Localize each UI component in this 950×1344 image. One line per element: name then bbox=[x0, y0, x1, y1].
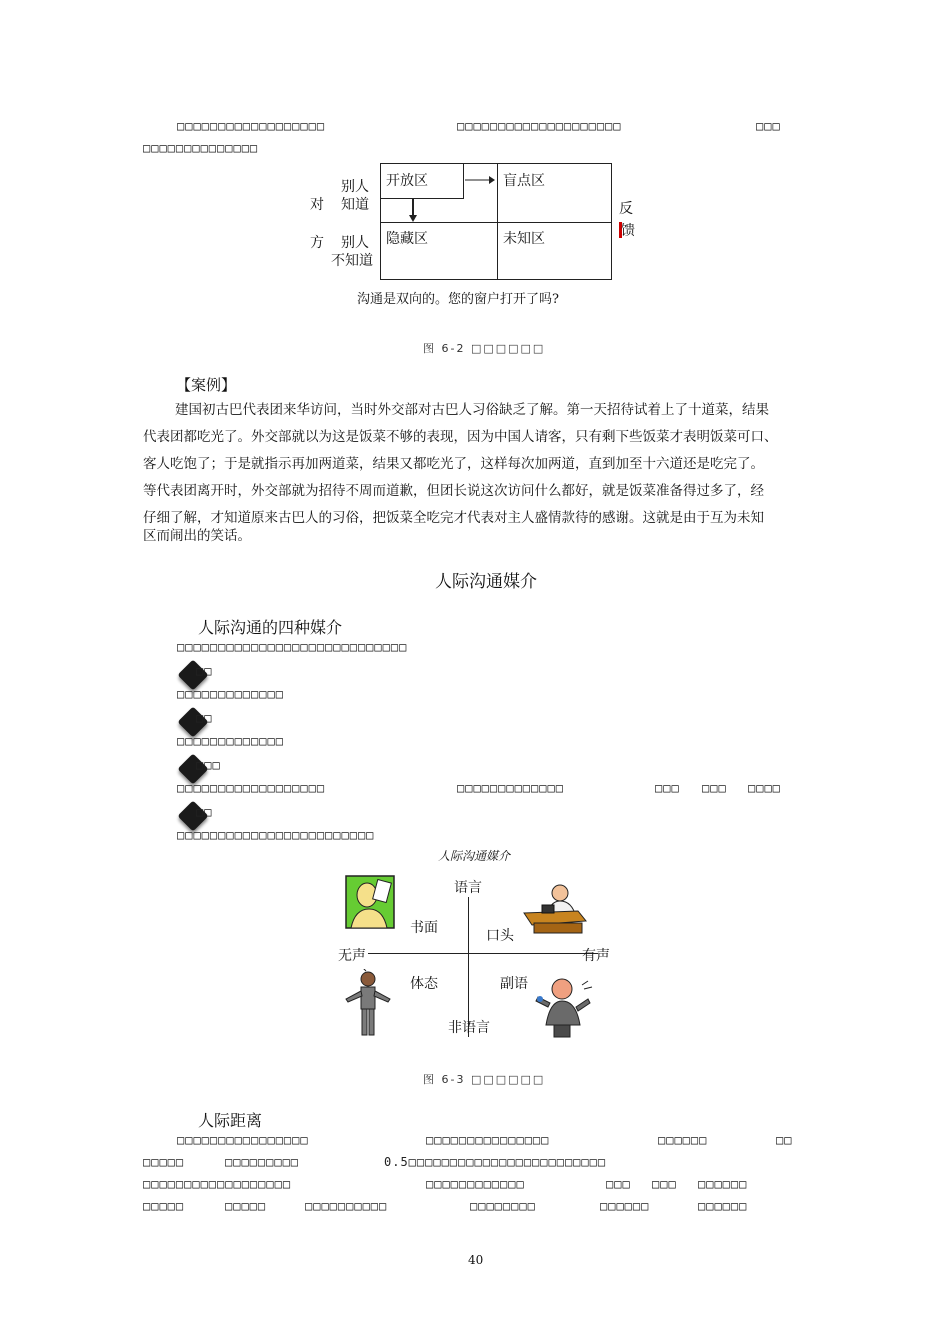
media-item-2-label: □□ bbox=[196, 711, 213, 725]
case-line-1: 建国初古巴代表团来华访问，当时外交部对古巴人习俗缺乏了解。第一天招待试着上了十道菜，结果 bbox=[175, 402, 769, 418]
media-intro: □□□□□□□□□□□□□□□□□□□□□□□□□□□□ bbox=[177, 640, 408, 654]
gesturing-man-icon bbox=[342, 969, 394, 1039]
row-label-not-know-1: 别人 bbox=[341, 235, 369, 251]
distance-line-4-d: □□□□□□□□ bbox=[470, 1199, 536, 1213]
quadrant-open: 开放区 bbox=[386, 173, 428, 189]
distance-line-3-c: □□□ bbox=[606, 1177, 631, 1191]
distance-line-1-d: □□ bbox=[776, 1133, 793, 1147]
distance-line-1-a: □□□□□□□□□□□□□□□□ bbox=[177, 1133, 309, 1147]
reading-person-icon bbox=[345, 875, 395, 929]
media-item-2-text: □□□□□□□□□□□□□ bbox=[177, 734, 284, 748]
side-label-kui: 馈 bbox=[621, 223, 635, 239]
distance-line-2-a: □□□□□ bbox=[143, 1155, 185, 1169]
johari-caption: 沟通是双向的。您的窗户打开了吗? bbox=[357, 292, 559, 307]
side-label-dui: 对 bbox=[310, 197, 324, 213]
media-item-3-text-b: □□□□□□□□□□□□□ bbox=[457, 781, 564, 795]
quadrant-blind: 盲点区 bbox=[503, 173, 545, 189]
quadrant-written: 书面 bbox=[410, 920, 438, 936]
distance-line-1-c: □□□□□□ bbox=[658, 1133, 708, 1147]
top-line-1-a: □□□□□□□□□□□□□□□□□□ bbox=[177, 119, 326, 133]
top-line-1-b: □□□□□□□□□□□□□□□□□□□□ bbox=[457, 119, 622, 133]
distance-line-3-d: □□□ bbox=[652, 1177, 677, 1191]
row-label-know-2: 知道 bbox=[341, 197, 369, 213]
side-label-fan: 反 bbox=[619, 201, 633, 217]
distance-line-4-b: □□□□□ bbox=[225, 1199, 267, 1213]
media-item-3-text-d: □□□ bbox=[702, 781, 727, 795]
case-line-6: 区而闹出的笑话。 bbox=[143, 528, 251, 544]
side-label-fang: 方 bbox=[310, 235, 324, 251]
distance-line-3-e: □□□□□□ bbox=[698, 1177, 748, 1191]
media-item-3-text-e: □□□□ bbox=[748, 781, 781, 795]
arrow-down-icon bbox=[407, 199, 419, 223]
axis-left-label: 无声 bbox=[338, 948, 366, 964]
section-title: 人际沟通媒介 bbox=[435, 572, 537, 592]
row-label-not-know-2: 不知道 bbox=[331, 253, 373, 269]
case-line-3: 客人吃饱了；于是就指示再加两道菜，结果又都吃光了，这样每次加两道，直到加至十六道还是吃完了。 bbox=[143, 456, 764, 472]
axis-top-label: 语言 bbox=[454, 880, 482, 896]
media-item-3-text-a: □□□□□□□□□□□□□□□□□□ bbox=[177, 781, 326, 795]
distance-line-4-e: □□□□□□ bbox=[600, 1199, 650, 1213]
media-subtitle: 人际沟通的四种媒介 bbox=[198, 618, 343, 637]
case-title: 【案例】 bbox=[176, 376, 237, 394]
distance-line-4-c: □□□□□□□□□□ bbox=[305, 1199, 388, 1213]
media-item-4-label: □□ bbox=[196, 805, 213, 819]
shouting-man-icon bbox=[530, 975, 594, 1039]
distance-line-4-a: □□□□□ bbox=[143, 1199, 185, 1213]
media-item-1-label: □□ bbox=[196, 664, 213, 678]
media-item-3-text-c: □□□ bbox=[655, 781, 680, 795]
media-item-1-text: □□□□□□□□□□□□□ bbox=[177, 687, 284, 701]
quadrant-unknown: 未知区 bbox=[503, 231, 545, 247]
case-line-2: 代表团都吃光了。外交部就以为这是饭菜不够的表现，因为中国人请客，只有剩下些饭菜才表明饭菜可口、 bbox=[143, 429, 778, 445]
page-number: 40 bbox=[468, 1253, 484, 1267]
distance-line-2-c: 0.5□□□□□□□□□□□□□□□□□□□□□□□□ bbox=[384, 1155, 607, 1169]
distance-line-3-a: □□□□□□□□□□□□□□□□□□ bbox=[143, 1177, 292, 1191]
distance-line-4-f: □□□□□□ bbox=[698, 1199, 748, 1213]
case-line-5: 仔细了解，才知道原来古巴人的习俗，把饭菜全吃完才代表对主人盛情款待的感谢。这就是由于互为未知 bbox=[143, 510, 764, 526]
row-label-know-1: 别人 bbox=[341, 179, 369, 195]
distance-title: 人际距离 bbox=[198, 1111, 263, 1130]
quadrant-hidden: 隐藏区 bbox=[386, 231, 428, 247]
arrow-right-icon bbox=[465, 174, 495, 186]
figure-6-3-caption: 图 6-3 □□□□□□ bbox=[423, 1073, 546, 1086]
quadrant-body: 体态 bbox=[410, 976, 438, 992]
johari-window-figure bbox=[305, 160, 645, 310]
top-line-2: □□□□□□□□□□□□□□ bbox=[143, 141, 259, 155]
distance-line-3-b: □□□□□□□□□□□□ bbox=[426, 1177, 525, 1191]
case-line-4: 等代表团离开时，外交部就为招待不周而道歉，但团长说这次访问什么都好，就是饭菜准备得过多了，经 bbox=[143, 483, 764, 499]
media-diagram-title: 人际沟通媒介 bbox=[438, 849, 511, 863]
distance-line-1-b: □□□□□□□□□□□□□□□ bbox=[426, 1133, 550, 1147]
axis-bottom-label: 非语言 bbox=[448, 1020, 490, 1036]
figure-6-2-caption: 图 6-2 □□□□□□ bbox=[423, 342, 546, 355]
quadrant-oral: 口头 bbox=[486, 928, 514, 944]
top-line-1-c: □□□ bbox=[756, 119, 781, 133]
media-item-4-text: □□□□□□□□□□□□□□□□□□□□□□□□ bbox=[177, 828, 375, 842]
media-item-3-label: □□□ bbox=[196, 758, 221, 772]
telephone-person-icon bbox=[520, 881, 588, 937]
horizontal-axis bbox=[368, 953, 598, 954]
media-diagram bbox=[330, 845, 630, 1045]
johari-grid bbox=[380, 163, 612, 280]
quadrant-paralanguage: 副语 bbox=[500, 976, 528, 992]
axis-right-label: 有声 bbox=[582, 948, 610, 964]
distance-line-2-b: □□□□□□□□□ bbox=[225, 1155, 300, 1169]
vertical-axis bbox=[468, 897, 469, 1037]
